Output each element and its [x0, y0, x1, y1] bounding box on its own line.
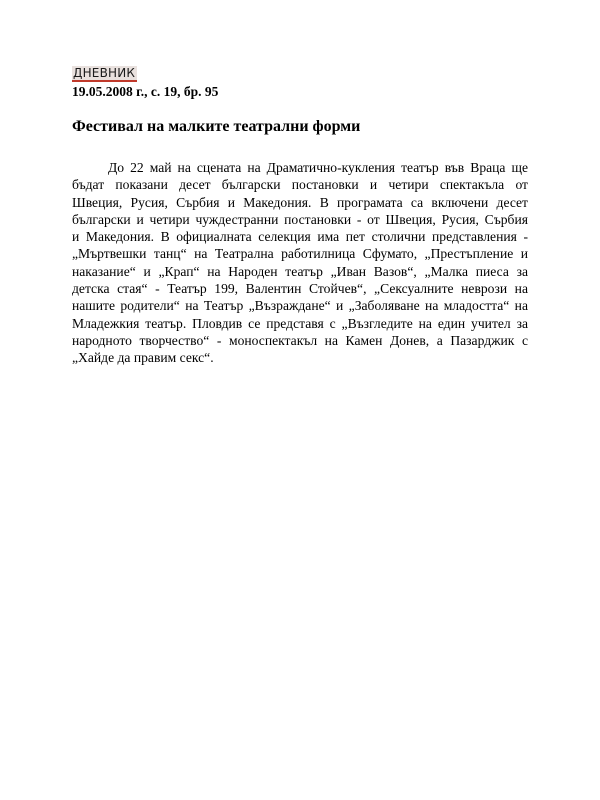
body-line: наказание“ и „Крап“ на Народен театър „Иван Вазов“, „Малка пиеса за: [72, 263, 528, 279]
body-line: народното творчество“ - моноспектакъл на Камен Донев, а Пазарджик с: [72, 332, 528, 348]
article-body: [72, 159, 528, 367]
source-label: ДНЕВНИК: [73, 66, 136, 80]
body-line: бъдат показани десет български постановки и четири спектакъла от: [72, 177, 528, 193]
body-line: Швеция, Русия, Сърбия и Македония. В програмата са включени десет: [72, 194, 528, 210]
body-line: и Македония. В официалната селекция има пет столични представления -: [72, 229, 528, 245]
publication-meta: 19.05.2008 г., с. 19, бр. 95: [72, 84, 219, 99]
body-line: нашите родители“ на Театър „Възраждане“ и „Заболяване на младостта“ на: [72, 298, 528, 314]
article-title: Фестивал на малките театрални форми: [72, 118, 361, 135]
body-line: детска стая“ - Театър 199, Валентин Стойчев“, „Сексуалните неврози на: [72, 281, 528, 297]
body-line: До 22 май на сцената на Драматично-кукления театър във Враца ще: [108, 160, 528, 175]
body-line: Младежкия театър. Пловдив се представя с „Възгледите на един учител за: [72, 315, 528, 331]
body-line: български и четири чуждестранни постановки - от Швеция, Русия, Сърбия: [72, 211, 528, 227]
body-line: „Хайде да правим секс“.: [72, 350, 214, 366]
body-line: „Мъртвешки танц“ на Театрална работилница Сфумато, „Престъпление и: [72, 246, 528, 262]
